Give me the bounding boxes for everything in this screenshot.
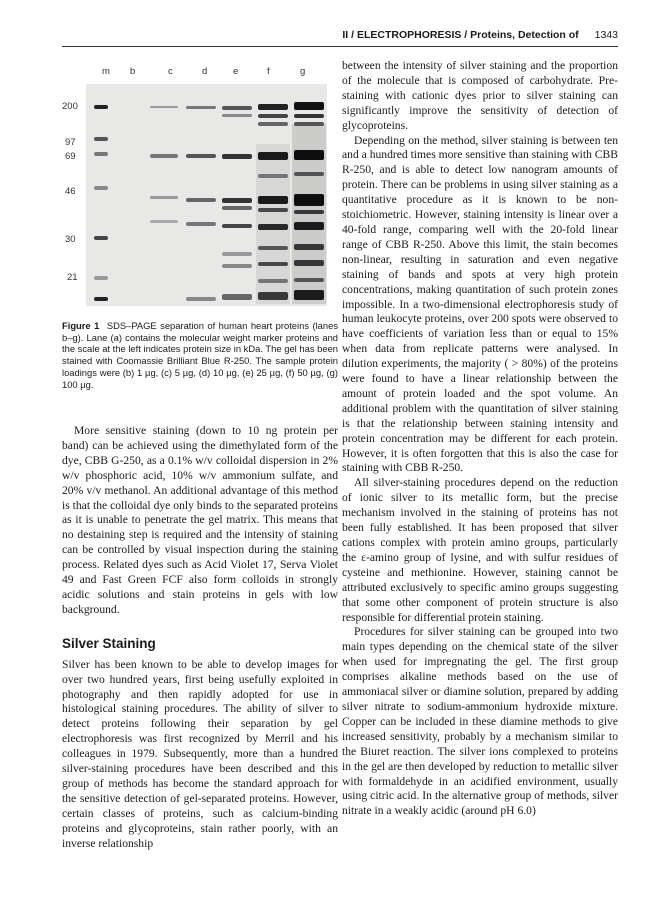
mw-46: 46 (65, 186, 76, 197)
running-head (62, 28, 618, 47)
right-paragraph-4: Procedures for silver staining can be grouped into two main types depending on the chemical state of the silver when used for impregnating the gel. The first group comprises alkaline methods based on the use of ammoniacal silver or diamine solution, prepared by adding silver nitrate to sodium-ammonium hydroxide mixture. Copper can be included in these diamine methods to give increased sensitivity, probably by a mechanism similar to the Biuret reaction. The silver ions complexed to proteins in the gel are then developed by reduction to metallic silver with formaldehyde in an acidified environment, usually using citric acid. In the alternative group of methods, silver nitrate in a weakly acidic (around pH 6.0) (342, 625, 618, 818)
lane-label-g: g (300, 66, 306, 77)
figure-caption (62, 320, 338, 390)
left-column (62, 424, 338, 851)
lane-label-d: d (202, 66, 208, 77)
right-column (342, 59, 618, 819)
lane-label-e: e (233, 66, 239, 77)
section-heading-silver-staining: Silver Staining (62, 635, 156, 651)
lane-label-b: b (130, 66, 136, 77)
gel-figure (62, 64, 338, 314)
right-paragraph-1: between the intensity of silver staining and the proportion of the molecule that is composed of carbohydrate. Pre-staining with cationic dyes prior to silver staining can significantly improve the sensitivity of detection of glycoproteins. (342, 59, 618, 132)
mw-30: 30 (65, 234, 76, 245)
mw-200: 200 (62, 101, 78, 112)
mw-69: 69 (65, 151, 76, 162)
lane-labels (62, 64, 338, 80)
figure-caption-text: SDS–PAGE separation of human heart proteins (lanes b–g). Lane (a) contains the molecular weight marker proteins and the scale at the left indicates protein size in kDa. The gel has been stained with Coomassie Brilliant Blue R-250. The sample protein loadings were (b) 1 µg, (c) 5 µg, (d) 10 µg, (e) 25 µg, (f) 50 µg, (g) 100 µg. (62, 320, 339, 390)
right-paragraph-3: All silver-staining procedures depend on the reduction of ionic silver to its metallic form, but the precise mechanism involved in the staining of proteins has not been fully established. It has been proposed that silver cations complex with protein amino groups, particularly the ε-amino group of lysine, and with sulfur residues of cysteine and methionine. However, staining cannot be attributed exclusively to specific amino groups suggesting that some other component of protein structure is also responsible for differential protein staining. (342, 476, 618, 624)
page-number: 1343 (594, 29, 618, 41)
right-paragraph-2: Depending on the method, silver staining is between ten and a hundred times more sensitive than staining with CBB R-250, and is able to detect low nanogram amounts of protein. There can be problems in using silver staining as a quantitative procedure as it is known to be non-stoichiometric. However, staining intensity is linear over a 40-fold range, comparing well with the 20-fold linear range of CBB R-250. Above this limit, the stain becomes non-linear, resulting in saturation and even negative staining of bands and spots at very high protein concentrations, making quantitation of such protein zones impossible. In a two-dimensional electrophoresis study of human leukocyte proteins, over 200 spots were observed to have coefficients of variation less than or equal to 15% when data from replicate patterns were analysed. In dilution experiments, the majority ( > 80%) of the proteins were found to have a linear relationship between the amount of protein loaded and the spot volume. An additional problem with the quantitation of silver staining is that the relationship between staining intensity and protein concentration may be different for each protein. However, it is often forgotten that this is also the case for staining with CBB R-250. (342, 133, 618, 475)
lane-label-c: c (168, 66, 173, 77)
gel-image (86, 84, 327, 306)
mw-97: 97 (65, 137, 76, 148)
lane-label-m: m (102, 66, 110, 77)
left-paragraph-2: Silver has been known to be able to develop images for over two hundred years, first being usefully exploited in photography and then rapidly adopted for use in histological staining procedures. The ability of silver to detect proteins following their separation by gel electrophoresis was first recognized by Merril and his colleagues in 1979. Subsequently, more than a hundred silver-staining procedures have been described and this group of methods has become the standard approach for the sensitive detection of gel-separated proteins. However, certain classes of proteins, such as calcium-binding proteins and glycoproteins, stain rather poorly, with an inverse relationship (62, 657, 338, 850)
figure-label: Figure 1 (62, 320, 100, 331)
left-paragraph-1: More sensitive staining (down to 10 ng protein per band) can be achieved using the dimethylated form of the dye, CBB G-250, as a 0.1% w/v colloidal dispersion in 2% w/v phosphoric acid, 10% w/v ammonium sulfate, and 20% v/v methanol. An additional advantage of this method is that the colloidal dye only binds to the separated proteins as it is unable to penetrate the gel matrix. This means that no destaining step is required and the intensity of staining can be controlled by visual inspection during the staining process. Related dyes such as Acid Violet 17, Serva Violet 49 and Fast Green FCF also form colloids in strongly acidic solutions and stain proteins in gels with low background. (62, 424, 338, 616)
mw-21: 21 (67, 272, 78, 283)
lane-label-f: f (267, 66, 270, 77)
running-head-title: II / ELECTROPHORESIS / Proteins, Detection of (342, 29, 579, 41)
